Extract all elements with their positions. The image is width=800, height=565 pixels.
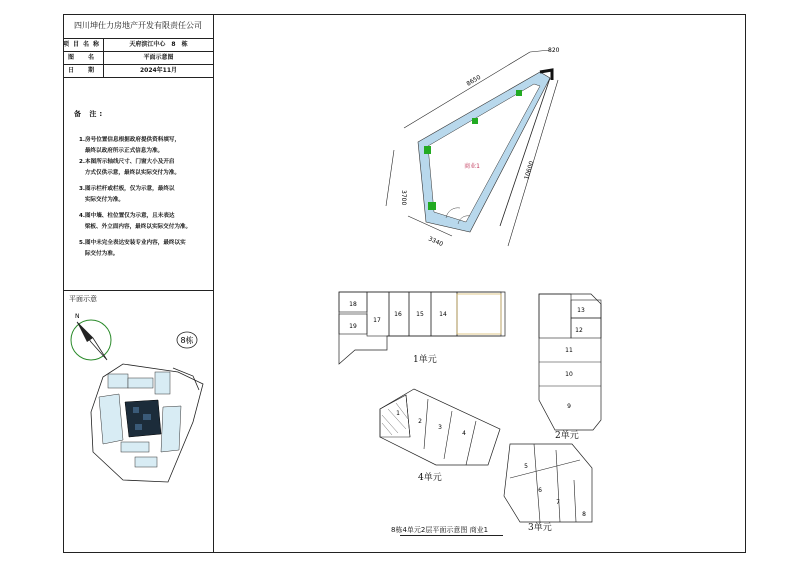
unit-label: 2单元 [555,431,579,441]
unit-label: 4单元 [418,473,442,483]
room-number: 16 [394,311,402,318]
room-number: 5 [524,463,528,470]
caption-underline [400,535,503,536]
project-name-row [63,39,213,52]
room-number: 12 [575,327,583,334]
building-tag: 8栋 [180,336,194,345]
dimension-corner: 820 [548,47,560,54]
note-line: 3.图示栏杆或栏板，仅为示意，最终以 [79,186,175,192]
room-number: 14 [439,311,447,318]
note-line: 方式仅供示意，最终以实际交付为准。 [79,170,180,176]
note-line: 际交付为准。 [79,251,119,257]
dimension-left: 3700 [400,190,407,206]
room-number: 2 [418,418,422,425]
date-row [63,65,213,78]
room-number: 18 [349,301,357,308]
main-floorplan [380,40,580,250]
note-line: 最终以政府所示正式信息为准。 [79,148,164,154]
north-arrow-icon [71,320,111,360]
room-number: 1 [396,410,400,417]
unit-2-plan [535,290,605,435]
room-number: 19 [349,323,357,330]
note-line: 2.本图所示轴线尺寸、门窗大小及开启 [79,159,175,165]
note-line: 梁板、外立面内容，最终以实际交付为准。 [79,224,192,230]
date-value: 2024年11月 [139,67,178,74]
room-label: 商业1 [464,163,480,170]
room-number: 4 [462,430,466,437]
note-line: 实际交付为准。 [79,197,124,203]
unit-4-plan [378,385,503,470]
notes-title: 备 注: [74,110,106,118]
building-8-highlight [125,400,161,437]
site-plan-title: 平面示意 [69,295,97,303]
room-number: 17 [373,317,381,324]
room-number: 6 [538,487,542,494]
site-plan [63,302,213,502]
room-number: 7 [556,499,560,506]
company-name: 四川坤仕力房地产开发有限责任公司 [63,14,213,39]
dimension-right: 10600 [523,160,536,181]
date-label: 日 期 [63,65,104,77]
drawing-name-label: 图 名 [63,52,104,64]
note-line: 4.图中墙、柱位置仅为示意，且未表达 [79,213,175,219]
drawing-caption: 8栋4单元2层平面示意图 商业1 [391,526,489,534]
drawing-name-row [63,52,213,65]
unit-label: 3单元 [528,523,552,533]
room-number: 8 [582,511,586,518]
dimension-top: 8650 [465,73,483,88]
north-label: N [75,313,80,320]
room-number: 11 [565,347,573,354]
room-number: 13 [577,307,585,314]
project-name-label: 项目名称 [63,39,104,51]
room-number: 3 [438,424,442,431]
drawing-name-value: 平面示意图 [143,54,174,61]
room-number: 9 [567,403,571,410]
room-number: 10 [565,371,573,378]
project-name-value: 天府滨江中心 8 栋 [129,41,188,48]
unit-label: 1单元 [413,355,437,365]
room-number: 15 [416,311,424,318]
dimension-bottom: 3340 [427,235,444,249]
note-line: 1.房号位置信息根据政府提供资料填写， [79,137,181,143]
note-line: 5.图中未完全表达安装专业内容，最终以实 [79,240,186,246]
divider [63,290,213,291]
unit-3-plan [500,440,595,525]
title-block [63,14,214,553]
